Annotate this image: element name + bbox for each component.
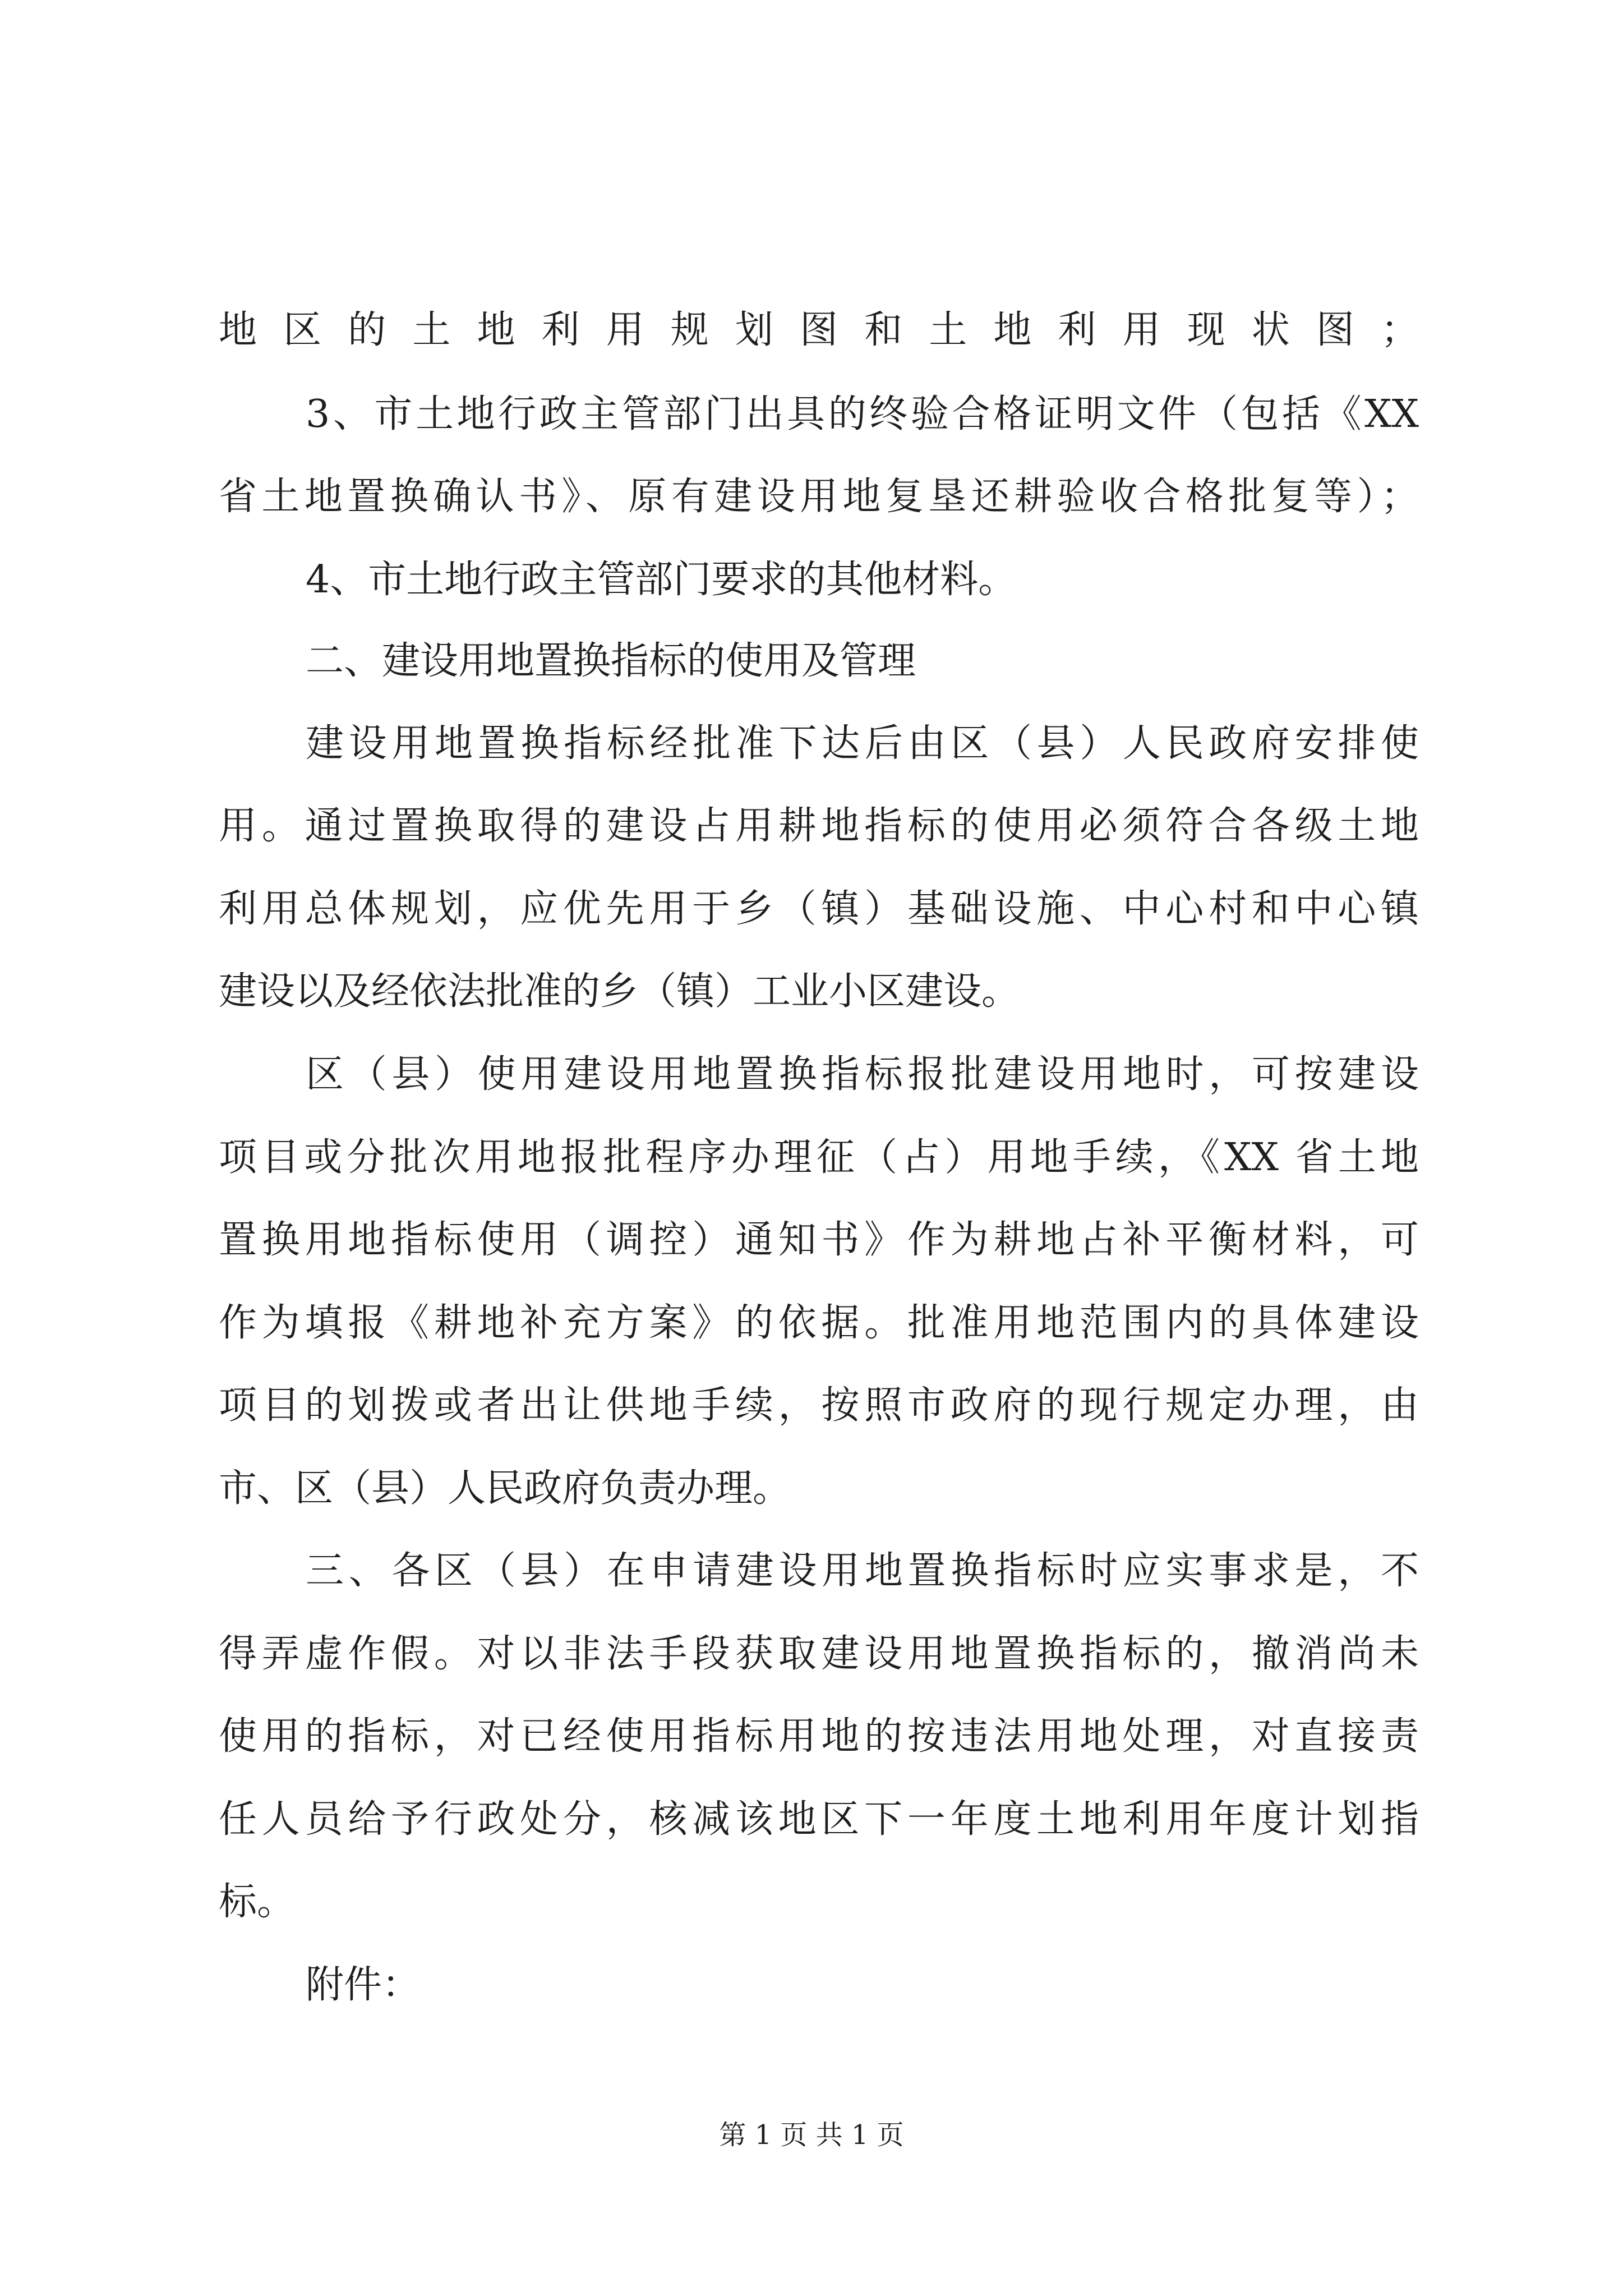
text-line: 标。 [219, 1880, 296, 1924]
text-line: 区（县）使用建设用地置换指标报批建设用地时，可按建设 [306, 1052, 1419, 1097]
text-line: 任人员给予行政处分，核减该地区下一年度土地利用年度计划指 [219, 1797, 1419, 1842]
text-line: 4、市土地行政主管部门要求的其他材料。 [306, 558, 1017, 602]
text-line: 建设以及经依法批准的乡（镇）工业小区建设。 [219, 969, 1020, 1014]
text-line: 得弄虚作假。对以非法手段获取建设用地置换指标的，撤消尚未 [219, 1632, 1419, 1676]
text-line: 作为填报《耕地补充方案》的依据。批准用地范围内的具体建设 [219, 1301, 1419, 1345]
text-line: 3、市土地行政主管部门出具的终验合格证明文件（包括《XX [306, 392, 1419, 436]
section-heading: 二、建设用地置换指标的使用及管理 [306, 639, 916, 683]
text-line: 省土地置换确认书》、原有建设用地复垦还耕验收合格批复等）； [219, 475, 1419, 519]
text-line: 用。通过置换取得的建设占用耕地指标的使用必须符合各级土地 [219, 804, 1419, 848]
attachment-label: 附件： [306, 1963, 421, 2007]
text-line: 建设用地置换指标经批准下达后由区（县）人民政府安排使 [306, 721, 1419, 766]
text-line: 地区的土地利用规划图和土地利用现状图； [219, 308, 1419, 352]
page-number: 第 1 页 共 1 页 [719, 2119, 904, 2151]
text-line: 项目或分批次用地报批程序办理征（占）用地手续，《XX 省土地 [219, 1135, 1419, 1180]
text-line: 置换用地指标使用（调控）通知书》作为耕地占补平衡材料，可 [219, 1218, 1419, 1262]
text-line: 市、区（县）人民政府负责办理。 [219, 1466, 791, 1511]
text-line: 三、各区（县）在申请建设用地置换指标时应实事求是，不 [306, 1549, 1419, 1593]
text-line: 项目的划拨或者出让供地手续，按照市政府的现行规定办理，由 [219, 1383, 1419, 1428]
text-line: 利用总体规划，应优先用于乡（镇）基础设施、中心村和中心镇 [219, 887, 1419, 931]
text-line: 使用的指标，对已经使用指标用地的按违法用地处理，对直接责 [219, 1714, 1419, 1759]
